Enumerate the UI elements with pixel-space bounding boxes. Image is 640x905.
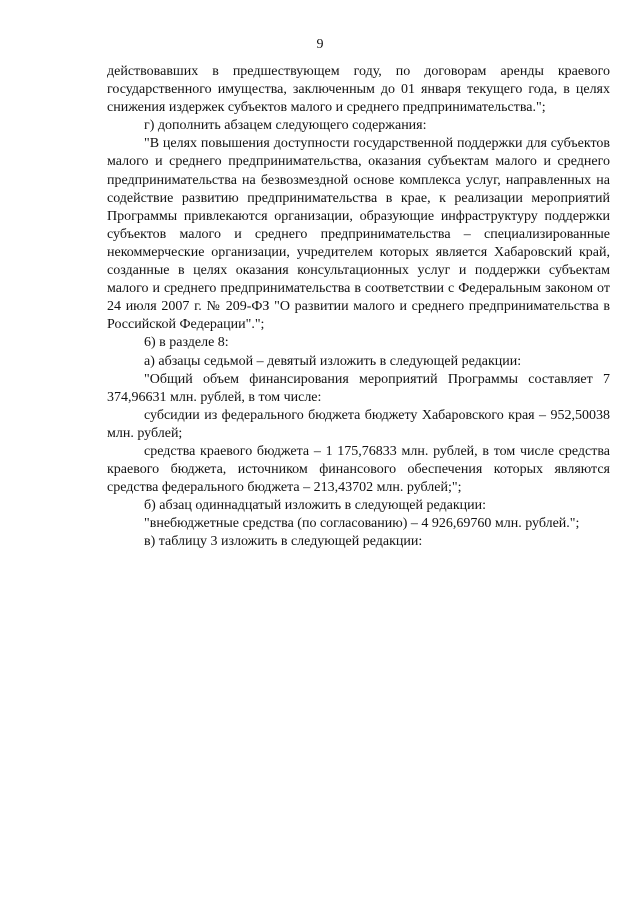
paragraph-item-v: в) таблицу 3 изложить в следующей редакции: xyxy=(144,534,423,550)
paragraph-continuation: действовавших в предшествующем году, по договорам аренды краевого государственного имущества, заключенным до 01 января текущего года, в целях снижения издержек субъектов малого и среднего предпринимательства."; xyxy=(107,64,610,116)
page-number: 9 xyxy=(316,37,324,52)
paragraph-item-g: г) дополнить абзацем следующего содержания: xyxy=(144,118,427,134)
paragraph-regional-budget: средства краевого бюджета – 1 175,76833 млн. рублей, в том числе средства краевого бюджета, источником финансового обеспечения которых являются средства федерального бюджета – 213,43702 млн. рублей;"; xyxy=(107,443,610,496)
document-body xyxy=(107,63,610,552)
paragraph-federal-subsidy: субсидии из федерального бюджета бюджету Хабаровского края – 952,50038 млн. рублей; xyxy=(107,407,610,441)
paragraph-total-funding: "Общий объем финансирования мероприятий Программы составляет 7 374,96631 млн. рублей, в том числе: xyxy=(107,371,610,405)
paragraph-extrabudgetary: "внебюджетные средства (по согласованию) – 4 926,69760 млн. рублей."; xyxy=(144,516,580,532)
paragraph-quoted-infrastructure: "В целях повышения доступности государственной поддержки для субъектов малого и среднего предпринимательства, оказания субъектам малого и среднего предпринимательства на безвозмездной основе комплекса услуг, направленных на содействие развитию предпринимательства в крае, к реализации мероприятий Программы привлекаются организации, образующие инфраструктуру поддержки субъектов малого и среднего предпринимательства – специализированные некоммерческие организации, учредителем которых является Хабаровский край, созданные в целях оказания консультационных услуг и поддержки субъектам малого и среднего предпринимательства в соответствии с Федеральным законом от 24 июля 2007 г. № 209-ФЗ "О развитии малого и среднего предпринимательства в Российской Федерации"."; xyxy=(107,136,610,333)
paragraph-item-b: б) абзац одиннадцатый изложить в следующей редакции: xyxy=(144,498,487,514)
paragraph-item-6: 6) в разделе 8: xyxy=(144,335,229,351)
paragraph-item-a: а) абзацы седьмой – девятый изложить в следующей редакции: xyxy=(144,353,522,369)
